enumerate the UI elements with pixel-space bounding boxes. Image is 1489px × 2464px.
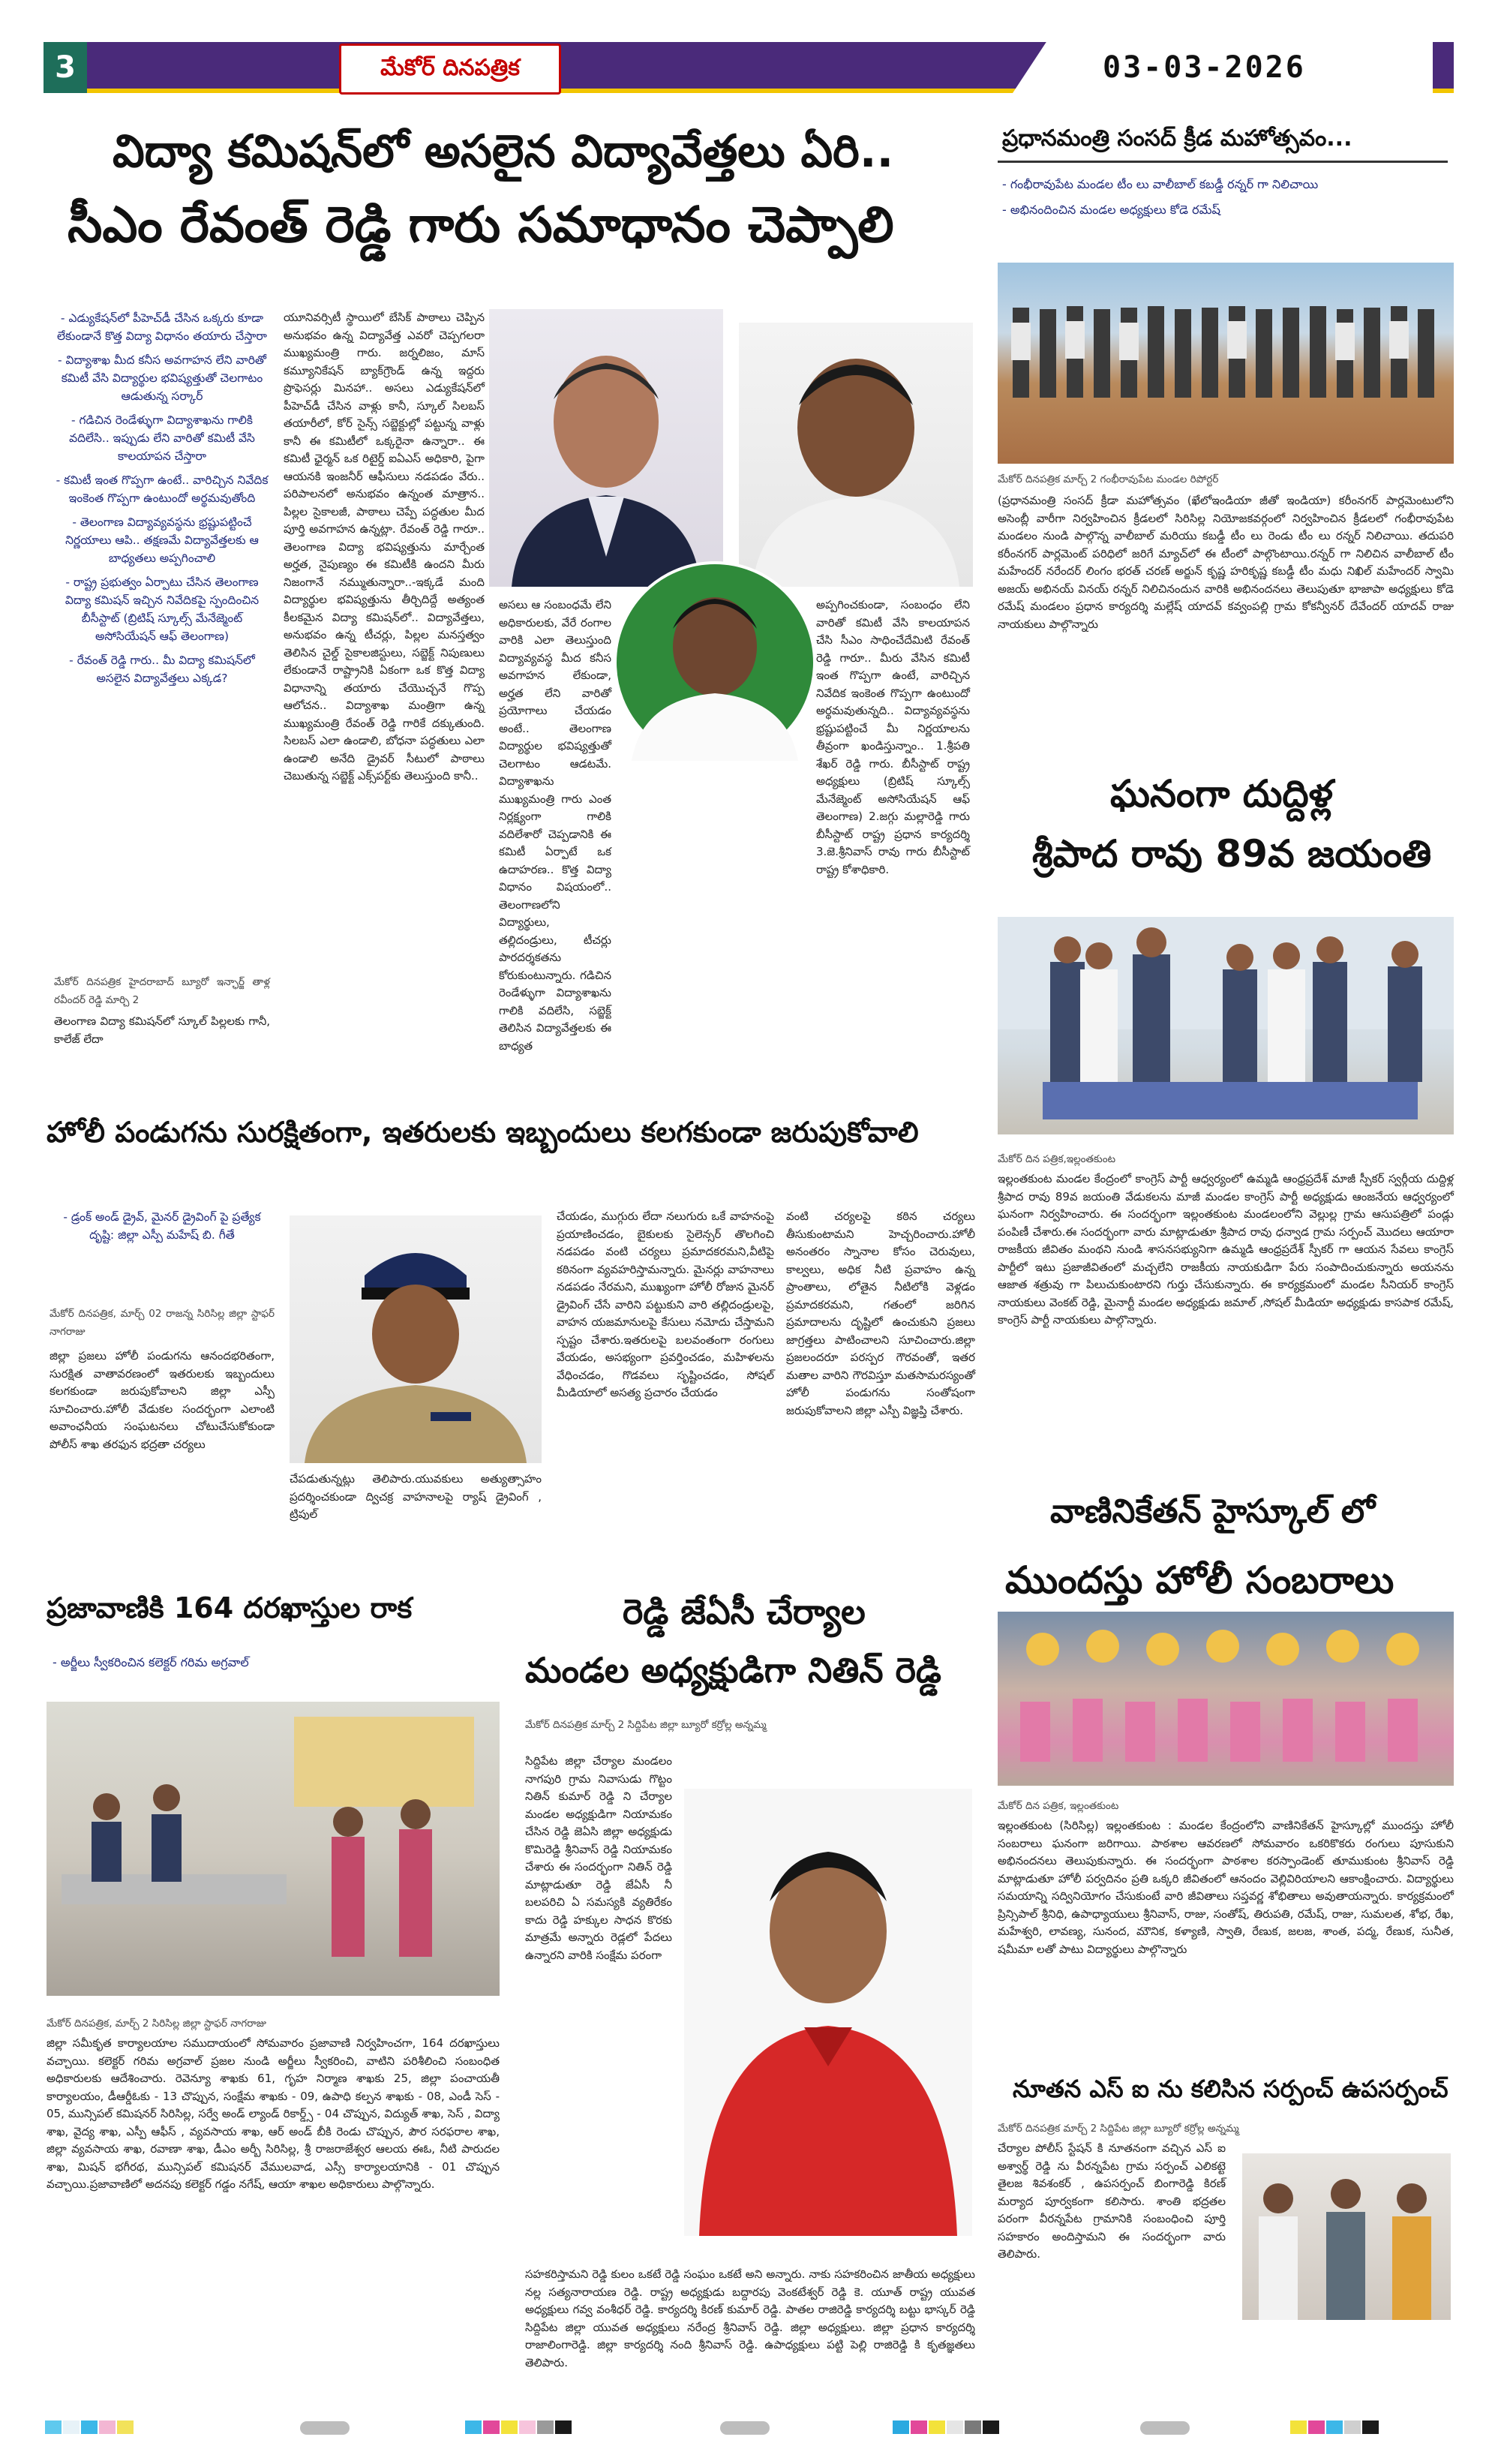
sarpanch-photo (1242, 2153, 1451, 2320)
lead-bullet: - ఎడ్యుకేషన్‌లో పీహెచ్‌డీ చేసిన ఒక్కరు కూడా లేకుండానే కొత్త విద్యా విధానం తయారు చేస్తారా (57, 311, 267, 343)
sports-team-photo (998, 263, 1454, 464)
lead-dateline: మేకోర్ దినపత్రిక హైదరాబాద్ బ్యూరో ఇన్ఛార్జ్ తాళ్ల రవీందర్ రెడ్డి మార్చి 2 (54, 976, 270, 1006)
sports-body: (ప్రధానమంత్రి సంసద్ క్రీడా మహోత్సవం (ఖేలోఇండియా జీతో ఇండియా) కరీంనగర్ పార్లమెంటులోని అసెంబ్లీ వారీగా నిర్వహించిన క్రీడలలో సిరిసిల్ల నియోజకవర్గంలో నిర్వహించిన క్రీడలలో గంభీరావుపేట మండలం నుండి పాల్గొన్న వాలీబాల్ మరియు కబడ్డీ టీం లు రెండు టీం లు రన్నర్ నిలిచాయి. తదుపరి కరీంనగర్ పార్లమెంట్ పరిధిలో జరిగే మ్యాచ్‌లో ఈ టీంలో పాల్గొంటాయి.రన్నర్ గా నిలిచిన వాలీబాల్ టీం మహేందర్ నరేందర్ లింగం భరత్ చరణ్ అర్జున్ కృష్ణ హరికృష్ణ కబడ్డీ టీం మధు నిఖిల్ మహేందర్ స్వామి అజయ్ అభినయ్ వినయ్ రన్నర్ నిలిచినందున వారికి అభినందనలు తెలుపుతూ భాజాపా అధ్యక్షులు కోడె రమేష్ మండలం ప్రధాన కార్యదర్శి మల్లేష్ యాదవ్ కవ్వంపల్లి గ్రామ కోకన్వీనర్ దేవేందర్ యాదవ్ రాజు నాయకులు పాల్గొన్నారు (998, 494, 1454, 631)
lead-bullet: - విద్యాశాఖ మీద కనీస అవగాహన లేని వారితో కమిటీ వేసి విద్యార్థుల భవిష్యత్తుతో చెలగాటం ఆడుతున్న సర్కార్ (57, 353, 267, 403)
lead-body-col3: అసలు ఆ సంబంధమే లేని అధికారులకు, వేరే రంగాల వారికి ఎలా తెలుస్తుంది విద్యావ్యవస్థ మీద కనీస అవగాహన లేకుండా, అర్హత లేని వారితో ప్రయోగాలు చేయడం అంటే.. తెలంగాణ విద్యార్థుల భవిష్యత్తుతో చెలగాటం ఆడటమే. విద్యాశాఖను ముఖ్యమంత్రి గారు ఎంత నిర్లక్ష్యంగా గాలికి వదిలేశారో చెప్పడానికి ఈ కమిటీ ఏర్పాటే ఒక ఉదాహరణ.. కొత్త విద్యా విధానం విషయంలో.. తెలంగాణలోని విద్యార్థులు, తల్లిదండ్రులు, టీచర్లు పారదర్శకతను కోరుకుంటున్నారు. గడిచిన రెండేళ్ళుగా విద్యాశాఖను గాలికి వదిలేసి, సబ్జెక్ట్ తెలిసిన విద్యావేత్తలకు ఈ బాధ్యత (499, 598, 611, 1053)
date-text: 03-03-2026 (1103, 50, 1306, 85)
lead-bullets (54, 309, 270, 962)
jayanti-photo (998, 917, 1454, 1134)
sports-bullet: - అభినందించిన మండల అధ్యక్షులు కోడె రమేష్ (1002, 203, 1220, 217)
lead-bullet: - కమిటీ ఇంత గొప్పగా ఉంటే.. వారిచ్చిన నివేదిక ఇంకెంత గొప్పగా ఉంటుందో అర్థమవుతోంది (56, 473, 269, 505)
portrait-photo-right (739, 323, 973, 587)
lead-body-col1: తెలంగాణ విద్యా కమిషన్‌లో స్కూల్ పిల్లలకు గానీ, కాలేజ్ లేదా (54, 1014, 270, 1046)
color-registration-strip (45, 2419, 1455, 2437)
holi-safety-bullet: - డ్రంక్ అండ్ డ్రైవ్, మైనర్ డ్రైవింగ్ పై ప్రత్యేక దృష్టి: జిల్లా ఎస్పీ మహేష్ బి. గీతే (63, 1210, 261, 1242)
jayanti-body: ఇల్లంతకుంట మండల కేంద్రంలో కాంగ్రెస్ పార్టీ ఆధ్వర్యంలో ఉమ్మడి ఆంధ్రప్రదేశ్ మాజీ స్పీకర్ స్వర్గీయ దుద్దిళ్ల శ్రీపాద రావు 89వ జయంతి వేడుకలను మాజీ మండల కాంగ్రెస్ పార్టీ అధ్యక్షుడు ఆంజనేయ ఆధ్వర్యంలో ఘనంగా నిర్వహించారు. ఈ సందర్భంగా ఇల్లంతకుంట మండలంలోని వెల్లుల్ల గ్రామ ఆసుపత్రిలో పండ్లు పంపిణీ చేశారు.ఈ సందర్భంగా వారు మాట్లాడుతూ శ్రీపాద రావు ధన్వాడ గ్రామ సర్పంచ్ మొదలు ఆయారా రాజకీయ జీవితం మంథని నుండి శాసనసభ్యునిగా ఉమ్మడి ఆంధ్రప్రదేశ్ స్పీకర్ గా ఆయన సేవలు కాంగ్రెస్ పార్టీలో ఇటు ప్రజాజీవితంలో మచ్చలేని రాజకీయ నాయకుడిగా పేరు సంపాదించుకున్నారు అయనను ఆజాత శత్రువు గా పిలుచుకుంటారని గుర్తు చేసుకున్నారు. ఈ కార్యక్రమంలో మండల సీనియర్ కాంగ్రెస్ నాయకులు వెంకట్ రెడ్డి, మైనార్టీ మండల అధ్యక్షుడు జమాల్ ,సోషల్ మీడియా అధ్యక్షుడు కాసపాక రమేష్, కాంగ్రెస్ పార్టీ నాయకులు పాల్గొన్నారు. (998, 1172, 1454, 1327)
nithin-body-bottom: సహకరిస్తామని రెడ్డి కులం ఒకటే రెడ్డి సంఘం ఒకటే అని అన్నారు. నాకు సహకరించిన జాతీయ అధ్యక్షులు నల్ల సత్యనారాయణ రెడ్డి. రాష్ట్ర అధ్యక్షుడు బద్దారపు వెంకటేశ్వర్ రెడ్డి కె. యూత్ రాష్ట్ర యువత అధ్యక్షులు గవ్వ వంశీధర్ రెడ్డి. కార్యదర్శి కిరణ్ కుమార్ రెడ్డి. పాతల రాజిరెడ్డి కార్యదర్శి బట్టు భాస్కర్ రెడ్డి సిద్దిపేట జిల్లా యువత అధ్యక్షులు నరేంద్ర శ్రీనివాస్ రెడ్డి. జిల్లా అధ్యక్షులు. జిల్లా ప్రధాన కార్యదర్శి రాజాలింగారెడ్డి. జిల్లా కార్యదర్శి నంది శ్రీనివాస్ రెడ్డి. ఉపాధ్యక్షులు పట్టి పెల్లి రాజిరెడ్డి కి కృతజ్ఞతలు తెలిపారు. (525, 2267, 975, 2369)
vani-headline-line2: ముందస్తు హోలీ సంబరాలు (1005, 1558, 1394, 1602)
nithin-dateline: మేకోర్ దినపత్రిక మార్చ్ 2 సిద్దిపేట జిల్లా బ్యూరో కర్రోల్ల అన్నమ్మ (525, 1719, 767, 1731)
lead-bullet: - రాష్ట్ర ప్రభుత్వం ఏర్పాటు చేసిన తెలంగాణ విద్యా కమిషన్ ఇచ్చిన నివేదికపై స్పందించిన బీసీస్టాట్ (బ్రిటిష్ స్కూల్స్ మేనేజ్మెంట్ అసోసియేషన్ ఆఫ్ తెలంగాణ) (65, 575, 260, 643)
sp-officer-photo (290, 1215, 542, 1463)
lead-bullet: - గడిచిన రెండేళ్ళుగా విద్యాశాఖను గాలికి వదిలేసి.. ఇప్పుడు లేని వారితో కమిటీ వేసి కాలయాపన చేస్తారా (69, 413, 255, 463)
lead-bullet: - తెలంగాణ విద్యావ్యవస్థను భ్రష్టుపట్టించే నిర్ణయాలు ఆపి.. తక్షణమే విద్యావేత్తలకు ఆ బాధ్యతలు అప్పగించాలి (65, 515, 259, 565)
prajavani-bullet: - అర్జీలు స్వీకరించిన కలెక్టర్ గరిమ అగ్రవాల్ (53, 1655, 249, 1669)
vani-school-photo (998, 1612, 1454, 1786)
sarpanch-body: చేర్యాల పోలీస్ స్టేషన్ కి నూతనంగా వచ్చిన ఎస్ ఐ అశ్వార్థ్ రెడ్డి ను వీరన్నపేట గ్రామ సర్పంచ్ ఎలికట్టె తైలజ శివశంకర్ , ఉపసర్పంచ్ బింగారెడ్డి కిరణ్ మర్యాద పూర్వకంగా కలిసారు. శాంతి భద్రతల పరంగా వీరన్నపేట గ్రామానికి సంబంధించి పూర్తి సహకారం అందిస్తామని ఈ సందర్భంగా వారు తెలిపారు. (998, 2141, 1226, 2261)
prajavani-headline: ప్రజావాణికి 164 దరఖాస్తుల రాక (47, 1591, 413, 1624)
jayanti-dateline: మేకోర్ దిన పత్రిక,ఇల్లంతకుంట (998, 1153, 1115, 1165)
jayanti-headline-line2: శ్రీపాద రావు 89వ జయంతి (1032, 832, 1432, 876)
nithin-photo (684, 1789, 972, 2236)
prajavani-body: జిల్లా సమీకృత కార్యాలయాల సముదాయంలో సోమవారం ప్రజావాణి నిర్వహించగా, 164 దరఖాస్తులు వచ్చాయి. కలెక్టర్ గరిమ అగ్రవాల్ ప్రజల నుండి అర్జీలు స్వీకరించి, వాటిని పరిశీలించి సంబంధిత అధికారులకు ఆదేశించారు. రెవెన్యూ శాఖకు 61, గృహ నిర్మాణ శాఖకు 25, జిల్లా పంచాయతీ కార్యాలయం, డీఆర్డీఓకు - 13 చొప్పున, సంక్షేమ శాఖకు - 09, ఉపాధి కల్పన శాఖకు - 08, ఎండీ సెస్ - 05, మున్సిపల్ కమిషనర్ సిరిసిల్ల, సర్వే అండ్ ల్యాండ్ రికార్డ్స్ - 04 చొప్పున, విద్యుత్ శాఖ, సెస్ , విద్యా శాఖ, వైద్య శాఖ, ఎస్పీ ఆఫీస్ , వ్యవసాయ శాఖ, ఆర్ అండ్ బీకి రెండు చొప్పున, పౌర సరఫరాల శాఖ, జిల్లా వ్యవసాయ శాఖ, రవాణా శాఖ, డీఎం అర్బీ సిరిసిల్ల, శ్రీ రాజరాజేశ్వర ఆలయ ఈఓ, నీటి పారుదల శాఖ, మిషన్ భగీరథ, మున్సిపల్ కమిషనర్ వేములవాడ, ఎస్సీ కార్యాలయానికి - 01 చొప్పున వచ్చాయి.ప్రజావాణిలో అదనపు కలెక్టర్ గడ్డం నగేష్, ఆయా శాఖల అధికారులు పాల్గొన్నారు. (47, 2036, 500, 2191)
page-number: 3 (55, 50, 76, 85)
jayanti-headline-line1: ఘనంగా దుద్దిళ్ల (1110, 772, 1333, 816)
holi-safety-body-col4: వంటి చర్యలపై కఠిన చర్యలు తీసుకుంటామని హెచ్చరించారు.హోలీ అనంతరం స్నానాల కోసం చెరువులు, కాల్వలు, అధిక నీటి ప్రవాహం ఉన్న ప్రాంతాలు, లోతైన నీటిలోకి వెళ్లడం ప్రమాదకరమని, గతంలో జరిగిన ప్రమాదాలను దృష్టిలో ఉంచుకుని ప్రజలు జాగ్రత్తలు పాటించాలని సూచించారు.జిల్లా ప్రజలందరూ పరస్పర గౌరవంతో, ఇతర మతాల వారిని గౌరవిస్తూ మతసామరస్యంతో హోలీ పండుగను సంతోషంగా జరుపుకోవాలని జిల్లా ఎస్పీ విజ్ఞప్తి చేశారు. (786, 1209, 975, 1417)
holi-safety-headline: హోలీ పండుగను సురక్షితంగా, ఇతరులకు ఇబ్బందులు కలగకుండా జరుపుకోవాలి (47, 1116, 919, 1149)
prajavani-photo (47, 1702, 500, 1996)
nithin-headline-line1: రెడ్డి జేఏసీ చేర్యాల (623, 1591, 866, 1632)
sports-bullet: - గంభీరావుపేట మండల టీం లు వాలీబాల్ కబడ్డీ రన్నర్ గా నిలిచాయి (1002, 177, 1319, 191)
holi-safety-body-col2: చేపడుతున్నట్లు తెలిపారు.యువకులు అత్యుత్సాహం ప్రదర్శించకుండా ద్విచక్ర వాహనాలపై ర్యాష్ డ్రైవింగ్ , ట్రిపుల్ (290, 1472, 542, 1521)
nithin-body-top: సిద్దిపేట జిల్లా చేర్యాల మండలం నాగపురి గ్రామ నివాసుడు గొట్టం నితిన్ కుమార్ రెడ్డి ని చేర్యాల మండల అధ్యక్షుడిగా నియామకం చేసిన రెడ్డి జెఏసి జిల్లా అధ్యక్షుడు కొమిరెడ్డి శ్రీనివాస్ రెడ్డి నియామకం చేశారు ఈ సందర్భంగా నితిన్ రెడ్డి మాట్లాడుతూ రెడ్డి జేఏసీ నీ బలపరిచి ఏ సమస్యకి వ్యతిరేకం కాదు రెడ్డి హక్కుల సాధన కొరకు మాత్రమే అన్నారు రెడ్లలో పేదలు ఉన్నారని వారికి సంక్షేమ పరంగా (525, 1754, 672, 1962)
portrait-photo-left (489, 309, 723, 587)
lead-body-col2: యూనివర్సిటీ స్థాయిలో బేసిక్ పాఠాలు చెప్పిన అనుభవం ఉన్న విద్యావేత్త ఎవరో చెప్పగలరా ముఖ్యమంత్రి గారు. జర్నలిజం, మాస్ కమ్యూనికేషన్ బ్యాక్‌గ్రౌండ్ ఉన్న ఇద్దరు ప్రొఫెసర్లు మినహా.. అసలు ఎడ్యుకేషన్‌లో పీహెచ్‌డీ చేసిన వాళ్లు కానీ, స్కూల్ సిలబస్ తయారీలో, కోర్ సైన్స్ సబ్జెక్టుల్లో పట్టున్న వాళ్లు కానీ ఈ కమిటీలో ఒక్కరైనా ఉన్నారా.. ఈ కమిటీ ఛైర్మన్ ఒక రిటైర్డ్ ఐఏఎస్ అధికారి, పైగా ఆయనకి ఇంజనీర్ ఆఫీసులు నడపడం వేరు.. పరిపాలనలో అనుభవం ఉన్నంత మాత్రాన.. పిల్లల సైకాలజీ, పాఠాలు చెప్పే పద్ధతుల మీద పూర్తి అవగాహన ఉన్నట్లా. రేవంత్ రెడ్డి గారూ.. తెలంగాణ విద్యా భవిష్యత్తును మార్చేంత అర్హత, నైపుణ్యం ఈ కమిటీకి ఉందని మీరు నిజంగానే నమ్ముతున్నారా..-ఇక్కడే మంది విద్యార్థుల భవిష్యత్తును తీర్చిదిద్దే అత్యంత కీలకమైన విద్యా కమిషన్‌లో.. విద్యావేత్తలు, అనుభవం ఉన్న టీచర్లు, పిల్లల మనస్తత్వం తెలిసిన చైల్డ్ సైకాలజిస్టులు, సబ్జెక్ట్ నిపుణులు లేకుండానే రాష్ట్రానికి ఏకంగా ఒక కొత్త విద్యా విధానాన్ని తయారు చేయొచ్చనే గొప్ప ఆలోచన.. విద్యాశాఖ మంత్రిగా ఉన్న ముఖ్యమంత్రి రేవంత్ రెడ్డి గారికే దక్కుతుంది. సిలబస్ ఎలా ఉండాలి, బోధనా పద్ధతులు ఎలా ఉండాలి అనేది డ్రైవర్ సీటులో పాఠాలు చెబుతున్న సబ్జెక్ట్ ఎక్స్‌పర్ట్‌కు తెలుస్తుంది కానీ.. (284, 311, 485, 783)
page-number-box (44, 42, 87, 93)
lead-body-col4: అప్పగించకుండా, సంబంధం లేని వారితో కమిటీ వేసి కాలయాపన చేసి సీఎం సాధించేదేమిటి రేవంత్ రెడ్డి గారూ.. మీరు వేసిన కమిటీ ఇంత గొప్పగా ఉంటే, వారిచ్చిన నివేదిక ఇంకెంత గొప్పగా ఉంటుందో అర్థమవుతున్నది.. విద్యావ్యవస్థను భ్రష్టుపట్టించే మీ నిర్ణయాలను తీవ్రంగా ఖండిస్తున్నాం.. 1.శ్రీపతి శేఖర్ రెడ్డి గారు. బీసీస్టాట్ రాష్ట్ర అధ్యక్షులు (బ్రిటిష్ స్కూల్స్ మేనేజ్మెంట్ అసోసియేషన్ ఆఫ్ తెలంగాణ) 2.జగ్గు మల్లారెడ్డి గారు బీసీస్టాట్ రాష్ట్ర ప్రధాన కార్యదర్శి 3.జె.శ్రీనివాస్ రావు గారు బీసీస్టాట్ రాష్ట్ర కోశాధికారి. (816, 598, 970, 876)
prajavani-dateline: మేకోర్ దినపత్రిక, మార్చ్ 2 సిరిసిల్ల జిల్లా స్టాఫర్ నాగరాజు (47, 2018, 266, 2030)
sports-dateline: మేకోర్ దినపత్రిక మార్చ్ 2 గంభీరావుపేట మండల రిపోర్టర్ (998, 473, 1219, 485)
holi-safety-dateline: మేకోర్ దినపత్రిక, మార్చ్ 02 రాజన్న సిరిసిల్ల జిల్లా స్టాఫర్ నాగరాజు (50, 1308, 275, 1338)
holi-safety-body-col1: జిల్లా ప్రజలు హోలీ పండుగను ఆనందభరితంగా, సురక్షిత వాతావరణంలో ఇతరులకు ఇబ్బందులు కలగకుండా జరుపుకోవాలని జిల్లా ఎస్పీ సూచించారు.హోలీ వేడుకల సందర్భంగా ఎలాంటి అవాంఛనీయ సంఘటనలు చోటుచేసుకోకుండా పోలీస్ శాఖ తరఫున భద్రతా చర్యలు (50, 1349, 275, 1451)
lead-headline-line2: సీఎం రేవంత్ రెడ్డి గారు సమాధానం చెప్పాలి (68, 196, 894, 254)
vani-dateline: మేకోర్ దిన పత్రిక, ఇల్లంతకుంట (998, 1800, 1119, 1812)
vani-headline-line1: వాణినికేతన్ హైస్కూల్ లో (1050, 1492, 1376, 1531)
sports-rule (998, 161, 1448, 163)
portrait-photo-center (614, 561, 816, 764)
vani-body: ఇల్లంతకుంట (సిరిసిల్ల) ఇల్లంతకుంట : మండల కేంద్రంలోని వాణినికేతన్ హైస్కూల్లో ముందస్తు హోలీ సంబరాలు ఘనంగా జరిగాయి. పాఠశాల ఆవరణలో సోమవారం ఒకరికొకరు రంగులు పూసుకుని అభినందనలు తెలుపుకున్నారు. ఈ సందర్భంగా పాఠశాల కరస్పాండెంట్ తూముకుంట శ్రీనివాస్ రెడ్డి మాట్లాడుతూ హోలీ పర్వదినం ప్రతి ఒక్కరి జీవితంలో ఆనందం వెల్లివిరియాలని ఆకాంక్షించారు. విద్యార్థులు సమయాన్ని సద్వినియోగం చేసుకుంటే వారి జీవితాలు సప్తవర్ణ శోభితాలు అవుతాయన్నారు. కార్యక్రమంలో ప్రిన్సిపాల్ శ్రీనిధి, ఉపాధ్యాయులు శ్రీనివాస్, రాజు, సంతోష్, తిరుపతి, రమేష్, రాజు, సుమలత, శోభ, రేఖ, మహేశ్వరి, లావణ్య, సునంద, మౌనిక, కళ్యాణి, స్వాతి, రేణుక, జలజ, శాంత, పద్మ, రేణుక, సునీత, షమీమా లతో పాటు విద్యార్థులు పాల్గొన్నారు (998, 1819, 1454, 1956)
holi-safety-body-col3: చేయడం, ముగ్గురు లేదా నలుగురు ఒకే వాహనంపై ప్రయాణించడం, బైకులకు సైలెన్సర్ తొలగించి నడపడం వంటి చర్యలు ప్రమాదకరమని,వీటిపై కఠినంగా వ్యవహరిస్తామన్నారు. మైనర్లు వాహనాలు నడపడం నేరమని, ముఖ్యంగా హోలీ రోజున మైనర్ డ్రైవింగ్ చేసే వారిని పట్టుకుని వారి తల్లిదండ్రులపై, వాహన యజమానులపై కేసులు నమోదు చేస్తామని స్పష్టం చేశారు.ఇతరులపై బలవంతంగా రంగులు వేయడం, అసభ్యంగా ప్రవర్తించడం, మహిళలను వేధించడం, గొడవలు సృష్టించడం, సోషల్ మీడియాలో అసత్య ప్రచారం చేయడం (557, 1209, 774, 1399)
nithin-headline-line2: మండల అధ్యక్షుడిగా నితిన్ రెడ్డి (525, 1650, 941, 1690)
lead-bullet: - రేవంత్ రెడ్డి గారు.. మీ విద్యా కమిషన్‌లో అసలైన విద్యావేత్తలు ఎక్కడ? (69, 654, 255, 685)
paper-name: మేకోర్ దినపత్రిక (380, 55, 520, 81)
paper-logo (339, 44, 561, 95)
sarpanch-dateline: మేకోర్ దినపత్రిక మార్చ్ 2 సిద్దిపేట జిల్లా బ్యూరో కర్రోల్ల అన్నమ్మ (998, 2123, 1239, 2135)
lead-headline-line1: విద్యా కమిషన్‌లో అసలైన విద్యావేత్తలు ఏరి.. (113, 125, 894, 178)
sports-headline: ప్రధానమంత్రి సంసద్ క్రీడ మహోత్సవం... (1002, 125, 1352, 152)
sarpanch-headline: నూతన ఎస్ ఐ ను కలిసిన సర్పంచ్ ఉపసర్పంచ్ (1013, 2075, 1448, 2103)
